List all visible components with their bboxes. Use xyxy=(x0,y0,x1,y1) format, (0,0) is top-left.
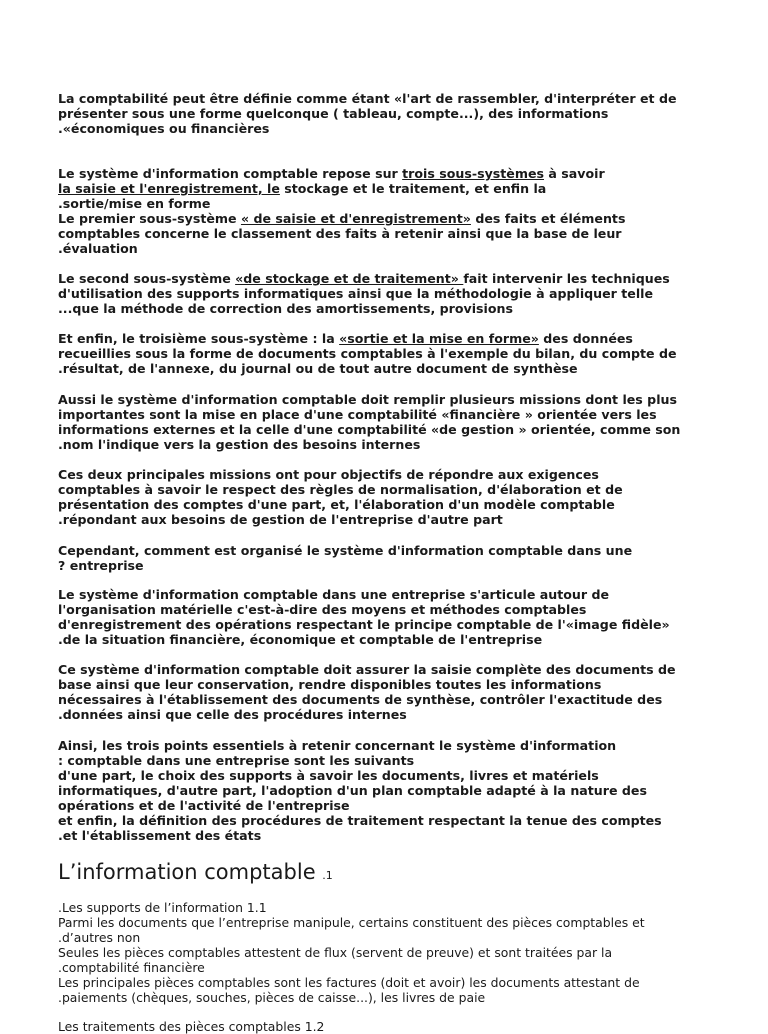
text-line xyxy=(58,166,625,181)
text-line: : comptable dans une entreprise sont les suivants xyxy=(58,753,415,768)
heading-number: .1 xyxy=(322,869,333,882)
paragraph-organisation xyxy=(58,587,670,647)
text-line: La comptabilité peut être définie comme étant «l'art de rassembler, d'interpréter et de xyxy=(58,91,677,106)
underlined-text: «de stockage et de traitement» xyxy=(235,271,464,286)
text-line: base ainsi que leur conservation, rendre disponibles toutes les informations xyxy=(58,677,602,692)
text-line: Cependant, comment est organisé le système d'information comptable dans une xyxy=(58,543,633,558)
text-fragment: des données xyxy=(538,331,633,346)
underlined-text: trois sous-systèmes xyxy=(402,166,544,181)
text-line: d'enregistrement des opérations respectant le principe comptable de l'«image fidèle» xyxy=(58,617,670,632)
text-line: .Les supports de l’information 1.1 xyxy=(58,900,267,915)
text-fragment: Le premier sous-système xyxy=(58,211,241,226)
text-line: ? entreprise xyxy=(58,558,144,573)
text-line: Aussi le système d'information comptable doit remplir plusieurs missions dont les plus xyxy=(58,392,677,407)
text-line: l'organisation matérielle c'est-à-dire des moyens et méthodes comptables xyxy=(58,602,587,617)
cutoff-line xyxy=(58,1019,324,1034)
paragraph-points-essentiels xyxy=(58,738,662,843)
underlined-text: «sortie et la mise en forme» xyxy=(339,331,539,346)
text-line xyxy=(58,181,625,196)
text-line: .et l'établissement des états xyxy=(58,828,262,843)
text-line: recueillies sous la forme de documents comptables à l'exemple du bilan, du compte de xyxy=(58,346,677,361)
text-line: Seules les pièces comptables attestent de flux (servent de preuve) et sont traitées par la xyxy=(58,945,613,960)
text-line: présentation des comptes d'une part, et, l'élaboration d'un modèle comptable xyxy=(58,497,615,512)
text-fragment: Le second sous-système xyxy=(58,271,236,286)
text-line: et enfin, la définition des procédures de traitement respectant la tenue des comptes xyxy=(58,813,662,828)
text-line: .sortie/mise en forme xyxy=(58,196,211,211)
paragraph-definition xyxy=(58,91,677,136)
text-line: Ainsi, les trois points essentiels à retenir concernant le système d'information xyxy=(58,738,617,753)
text-line: d'utilisation des supports informatiques ainsi que la méthodologie à appliquer telle xyxy=(58,286,653,301)
text-line xyxy=(58,211,625,226)
text-line: informatiques, d'autre part, l'adoption d'un plan comptable adapté à la nature des xyxy=(58,783,647,798)
text-line: Ce système d'information comptable doit assurer la saisie complète des documents de xyxy=(58,662,676,677)
paragraph-sous-systemes xyxy=(58,166,625,256)
text-line: Les principales pièces comptables sont les factures (doit et avoir) les documents attestant de xyxy=(58,975,640,990)
text-line: .nom l'indique vers la gestion des besoins internes xyxy=(58,437,421,452)
text-line: .paiements (chèques, souches, pièces de caisse...), les livres de paie xyxy=(58,990,486,1005)
text-line: Parmi les documents que l’entreprise manipule, certains constituent des pièces comptables et xyxy=(58,915,645,930)
text-line: .données ainsi que celle des procédures internes xyxy=(58,707,407,722)
underlined-text: « de saisie et d'enregistrement» xyxy=(240,211,471,226)
text-line: .répondant aux besoins de gestion de l'entreprise d'autre part xyxy=(58,512,503,527)
text-line: opérations et de l'activité de l'entreprise xyxy=(58,798,350,813)
text-fragment: des faits et éléments xyxy=(470,211,626,226)
text-fragment: stockage et le traitement, et enfin la xyxy=(279,181,547,196)
text-fragment: Le système d'information comptable repose sur xyxy=(58,166,403,181)
text-line xyxy=(58,331,677,346)
section-heading xyxy=(58,858,333,890)
text-line: comptables concerne le classement des faits à retenir ainsi que la base de leur xyxy=(58,226,622,241)
text-line: .résultat, de l'annexe, du journal ou de tout autre document de synthèse xyxy=(58,361,578,376)
text-line: .de la situation financière, économique et comptable de l'entreprise xyxy=(58,632,543,647)
text-line: .«économiques ou financières xyxy=(58,121,270,136)
text-line: présenter sous une forme quelconque ( tableau, compte...), des informations xyxy=(58,106,609,121)
text-line: Ces deux principales missions ont pour objectifs de répondre aux exigences xyxy=(58,467,599,482)
text-fragment: fait intervenir les techniques xyxy=(463,271,670,286)
text-line: d'une part, le choix des supports à savoir les documents, livres et matériels xyxy=(58,768,599,783)
text-line: .d’autres non xyxy=(58,930,141,945)
text-fragment: à savoir xyxy=(544,166,605,181)
paragraph-missions xyxy=(58,392,680,452)
text-line: importantes sont la mise en place d'une comptabilité «financière » orientée vers les xyxy=(58,407,657,422)
heading-text: L’information comptable xyxy=(58,860,323,884)
paragraph-saisie-complete xyxy=(58,662,676,722)
text-line: comptables à savoir le respect des règles de normalisation, d'élaboration et de xyxy=(58,482,623,497)
text-fragment: Et enfin, le troisième sous-système : la xyxy=(58,331,340,346)
paragraph-sortie xyxy=(58,331,677,376)
text-line: informations externes et la celle d'une comptabilité «de gestion » orientée, comme son xyxy=(58,422,681,437)
paragraph-objectifs xyxy=(58,467,623,527)
paragraph-question xyxy=(58,543,632,573)
text-line xyxy=(58,271,670,286)
paragraph-supports xyxy=(58,900,645,1005)
text-line: Les traitements des pièces comptables 1.2 xyxy=(58,1019,325,1034)
text-line: nécessaires à l'établissement des documents de synthèse, contrôler l'exactitude des xyxy=(58,692,663,707)
text-line: ...que la méthode de correction des amortissements, provisions xyxy=(58,301,513,316)
text-line: .comptabilité financière xyxy=(58,960,205,975)
text-line: Le système d'information comptable dans une entreprise s'articule autour de xyxy=(58,587,610,602)
paragraph-stockage xyxy=(58,271,670,316)
underlined-text: la saisie et l'enregistrement, le xyxy=(58,181,280,196)
text-line: .évaluation xyxy=(58,241,138,256)
